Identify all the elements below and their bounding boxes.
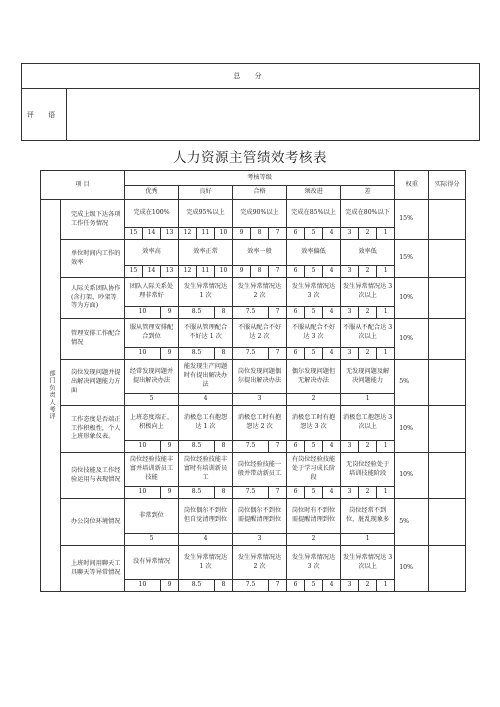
actual-score-cell[interactable] [429, 278, 466, 319]
score-option[interactable]: 5 [305, 228, 323, 240]
grade-description: 不服从配合不好达 2 次 [233, 319, 287, 348]
score-option[interactable]: 5 [305, 487, 323, 499]
grade-description: 服从管理安排配合到位 [125, 319, 179, 348]
header-item: 项 目 [41, 171, 125, 200]
score-option[interactable]: 4 [323, 307, 341, 319]
item-label: 岗位发现问题并提出解决问题能力方面 [61, 360, 125, 406]
score-option[interactable]: 9 [161, 487, 179, 499]
score-option[interactable]: 2 [359, 228, 377, 240]
score-option[interactable]: 3 [341, 487, 359, 499]
score-option[interactable]: 9 [233, 228, 251, 240]
score-option[interactable]: 8 [215, 487, 233, 499]
grade-pass: 合格 [233, 186, 287, 200]
grade-description: 岗位时有不到位需提醒清理到位 [287, 499, 341, 534]
score-option[interactable]: 7.5 [233, 580, 269, 592]
grade-description: 完成在85%以上 [287, 200, 341, 228]
header-weight: 权重 [395, 171, 429, 200]
table-row [41, 406, 466, 441]
weight-value: 15% [395, 240, 429, 278]
grade-description: 非常到位 [125, 499, 179, 534]
grade-description: 消极怠工时有抱怨达 2 次 [233, 406, 287, 441]
grade-description: 效率一般 [233, 240, 287, 266]
score-option[interactable]: 1 [377, 487, 395, 499]
table-row [41, 278, 466, 307]
score-option[interactable]: 5 [305, 348, 323, 360]
grade-excellent: 优秀 [125, 186, 179, 200]
score-option[interactable]: 2 [287, 394, 341, 406]
score-option[interactable]: 3 [341, 307, 359, 319]
score-option[interactable]: 1 [341, 534, 395, 546]
score-option[interactable]: 8.5 [179, 441, 215, 453]
score-option[interactable]: 6 [287, 266, 305, 278]
score-option[interactable]: 2 [287, 534, 341, 546]
grade-description: 不服从配合不好达 3 次 [287, 319, 341, 348]
score-option[interactable]: 6 [287, 441, 305, 453]
table-row [41, 240, 466, 266]
grade-description: 发生异常情况达 2 次 [233, 546, 287, 580]
score-option[interactable]: 4 [323, 580, 341, 592]
score-option[interactable]: 10 [125, 348, 161, 360]
document-title: 人力资源主管绩效考核表 [173, 150, 327, 166]
score-option[interactable]: 13 [161, 228, 179, 240]
weight-value: 10% [395, 319, 429, 360]
grade-description: 岗位经验技能一般并带动新员工 [233, 453, 287, 487]
actual-score-cell[interactable] [429, 240, 466, 278]
score-option[interactable]: 4 [323, 228, 341, 240]
item-label: 工作态度是否端正工作积极性，个人上班形象仪表。 [61, 406, 125, 453]
table-row [41, 453, 466, 487]
grade-description: 偶尔发现问题但无解决办法 [287, 360, 341, 394]
grade-description: 岗位经验技能丰富时有培训新员工 [179, 453, 233, 487]
score-option[interactable]: 10 [125, 441, 161, 453]
score-option[interactable]: 1 [377, 441, 395, 453]
summary-table [21, 63, 480, 141]
actual-score-cell[interactable] [429, 453, 466, 499]
table-row [41, 360, 466, 394]
score-option[interactable]: 12 [179, 266, 197, 278]
grade-description: 发生异常情况达 1 次 [179, 546, 233, 580]
actual-score-cell[interactable] [429, 546, 466, 592]
score-option[interactable]: 1 [377, 348, 395, 360]
score-option[interactable]: 8 [215, 580, 233, 592]
score-option[interactable]: 3 [341, 441, 359, 453]
actual-score-cell[interactable] [429, 319, 466, 360]
item-label: 完成上级下达各项工作任务情况 [61, 200, 125, 240]
header-actual-score: 实际得分 [429, 171, 466, 200]
score-option[interactable]: 6 [287, 580, 305, 592]
score-option[interactable]: 3 [341, 266, 359, 278]
score-option[interactable]: 8 [215, 348, 233, 360]
score-option[interactable]: 5 [125, 394, 179, 406]
grade-description: 消极怠工时有抱怨达 3 次 [287, 406, 341, 441]
grade-description: 效率低 [341, 240, 395, 266]
score-option[interactable]: 7 [269, 228, 287, 240]
score-option[interactable]: 8 [215, 307, 233, 319]
score-option[interactable]: 11 [197, 266, 215, 278]
grade-description: 能发现生产问题时有提出解决办法 [179, 360, 233, 394]
grade-description: 岗位经验技能丰富并培训新员工技能 [125, 453, 179, 487]
score-option[interactable]: 14 [143, 228, 161, 240]
grade-poor: 差 [341, 186, 395, 200]
table-row [41, 319, 466, 348]
score-option[interactable]: 5 [305, 266, 323, 278]
score-option[interactable]: 10 [125, 307, 161, 319]
category-label: 部门负责人考评 [41, 200, 61, 592]
score-option[interactable]: 9 [161, 441, 179, 453]
weight-value: 5% [395, 499, 429, 546]
score-option[interactable]: 7.5 [233, 307, 269, 319]
grade-description: 不服从不配合达 3 次以上 [341, 319, 395, 348]
score-option[interactable]: 3 [233, 534, 287, 546]
score-option[interactable]: 2 [359, 266, 377, 278]
actual-score-cell[interactable] [429, 360, 466, 406]
score-option[interactable]: 10 [125, 580, 161, 592]
grade-description: 效率正常 [179, 240, 233, 266]
grade-needs-improvement: 须改进 [287, 186, 341, 200]
score-option[interactable]: 7 [269, 266, 287, 278]
score-option[interactable]: 8 [251, 228, 269, 240]
score-option[interactable]: 3 [341, 348, 359, 360]
score-option[interactable]: 14 [143, 266, 161, 278]
score-option[interactable]: 15 [125, 228, 143, 240]
score-option[interactable]: 8.5 [179, 580, 215, 592]
comment-label: 评 语 [22, 89, 67, 141]
grade-description: 完成90%以上 [233, 200, 287, 228]
score-option[interactable]: 1 [377, 307, 395, 319]
grade-description: 没有异常情况 [125, 546, 179, 580]
grade-description: 发生异常情况达 2 次 [233, 278, 287, 307]
score-option[interactable]: 7 [269, 580, 287, 592]
score-option[interactable]: 1 [377, 228, 395, 240]
grade-description: 发生异常情况达 1 次 [179, 278, 233, 307]
item-label: 人际关系团队协作(含打架、吵架等等为方面) [61, 278, 125, 319]
weight-value: 10% [395, 546, 429, 592]
score-option[interactable]: 5 [305, 307, 323, 319]
weight-value: 10% [395, 406, 429, 453]
score-option[interactable]: 7.5 [233, 487, 269, 499]
weight-value: 10% [395, 453, 429, 499]
score-option[interactable]: 8.5 [179, 487, 215, 499]
grade-description: 无岗位经验处于培训技能阶段 [341, 453, 395, 487]
item-label: 单位时间内工作的效率 [61, 240, 125, 278]
score-option[interactable]: 9 [161, 307, 179, 319]
score-option[interactable]: 13 [161, 266, 179, 278]
score-option[interactable]: 5 [305, 441, 323, 453]
score-option[interactable]: 4 [323, 441, 341, 453]
score-option[interactable]: 6 [287, 487, 305, 499]
score-option[interactable]: 3 [233, 394, 287, 406]
score-option[interactable]: 8 [251, 266, 269, 278]
score-option[interactable]: 4 [179, 394, 233, 406]
score-option[interactable]: 7 [269, 487, 287, 499]
weight-value: 5% [395, 360, 429, 406]
score-option[interactable]: 4 [323, 487, 341, 499]
score-option[interactable]: 6 [287, 228, 305, 240]
score-option[interactable]: 9 [233, 266, 251, 278]
score-option[interactable]: 10 [215, 266, 233, 278]
score-option[interactable]: 7.5 [233, 348, 269, 360]
table-row [41, 546, 466, 580]
score-option[interactable]: 8 [215, 441, 233, 453]
score-option[interactable]: 10 [215, 228, 233, 240]
score-option[interactable]: 1 [341, 394, 395, 406]
grade-description: 完成在100% [125, 200, 179, 228]
score-option[interactable]: 2 [359, 580, 377, 592]
score-option[interactable]: 2 [359, 441, 377, 453]
grade-good: 良好 [179, 186, 233, 200]
score-option[interactable]: 4 [179, 534, 233, 546]
grade-description: 发生异常情况达 3 次 [287, 546, 341, 580]
header-grade-group: 考核等级 [125, 171, 395, 186]
grade-description: 消极怠工抱怨达 3 次以上 [341, 406, 395, 441]
score-option[interactable]: 5 [125, 534, 179, 546]
score-option[interactable]: 11 [197, 228, 215, 240]
grade-description: 有岗位经验技能处于学习成长阶段 [287, 453, 341, 487]
total-score-label: 总 分 [22, 64, 480, 89]
score-option[interactable]: 7 [269, 441, 287, 453]
grade-description: 效率高 [125, 240, 179, 266]
grade-description: 无发现问题及解决问题能力 [341, 360, 395, 394]
item-label: 办公岗位环境情况 [61, 499, 125, 546]
grade-description: 完成95%以上 [179, 200, 233, 228]
grade-description: 发生异常情况达 3 次 [287, 278, 341, 307]
score-option[interactable]: 4 [323, 266, 341, 278]
score-option[interactable]: 6 [287, 348, 305, 360]
score-option[interactable]: 1 [377, 266, 395, 278]
table-row [41, 200, 466, 228]
score-option[interactable]: 7.5 [233, 441, 269, 453]
score-option[interactable]: 2 [359, 487, 377, 499]
score-option[interactable]: 9 [161, 348, 179, 360]
score-option[interactable]: 7 [269, 348, 287, 360]
grade-description: 岗位发现问题偶尔提出解决办法 [233, 360, 287, 394]
grade-description: 岗位经常不到位，脏乱现象多 [341, 499, 395, 534]
score-option[interactable]: 15 [125, 266, 143, 278]
score-option[interactable]: 6 [287, 307, 305, 319]
score-option[interactable]: 2 [359, 307, 377, 319]
weight-value: 10% [395, 278, 429, 319]
score-option[interactable]: 12 [179, 228, 197, 240]
actual-score-cell[interactable] [429, 499, 466, 546]
grade-description: 发生异常情况达 3 次以上 [341, 546, 395, 580]
grade-description: 团队人际关系处理非常好 [125, 278, 179, 307]
score-option[interactable]: 5 [305, 580, 323, 592]
item-label: 管理安排工作配合情况 [61, 319, 125, 360]
score-option[interactable]: 8.5 [179, 307, 215, 319]
weight-value: 15% [395, 200, 429, 240]
grade-description: 效率偏低 [287, 240, 341, 266]
grade-description: 岗位偶尔不到位但自觉清理到位 [179, 499, 233, 534]
grade-description: 岗位偶尔不到位需提醒清理到位 [233, 499, 287, 534]
actual-score-cell[interactable] [429, 406, 466, 453]
score-option[interactable]: 7 [269, 307, 287, 319]
evaluation-table [40, 170, 466, 592]
score-option[interactable]: 3 [341, 580, 359, 592]
item-label: 上班时间用聊天工具聊天等异常情况 [61, 546, 125, 592]
grade-description: 消极怠工有抱怨达 1 次 [179, 406, 233, 441]
item-label: 岗位技能及工作经验运用与表现情况 [61, 453, 125, 499]
grade-description: 不服从管理配合不好达 1 次 [179, 319, 233, 348]
table-row [41, 499, 466, 534]
score-option[interactable]: 3 [341, 228, 359, 240]
grade-description: 完成在80%以下 [341, 200, 395, 228]
score-option[interactable]: 4 [323, 348, 341, 360]
grade-description: 上班态度端正，积极向上 [125, 406, 179, 441]
actual-score-cell[interactable] [429, 200, 466, 240]
score-option[interactable]: 1 [377, 580, 395, 592]
grade-description: 发生异常情况达 3 次以上 [341, 278, 395, 307]
grade-description: 经常发现问题并提出解决办法 [125, 360, 179, 394]
score-option[interactable]: 10 [125, 487, 161, 499]
comment-field[interactable] [67, 89, 480, 141]
score-option[interactable]: 8.5 [179, 348, 215, 360]
score-option[interactable]: 2 [359, 348, 377, 360]
score-option[interactable]: 9 [161, 580, 179, 592]
